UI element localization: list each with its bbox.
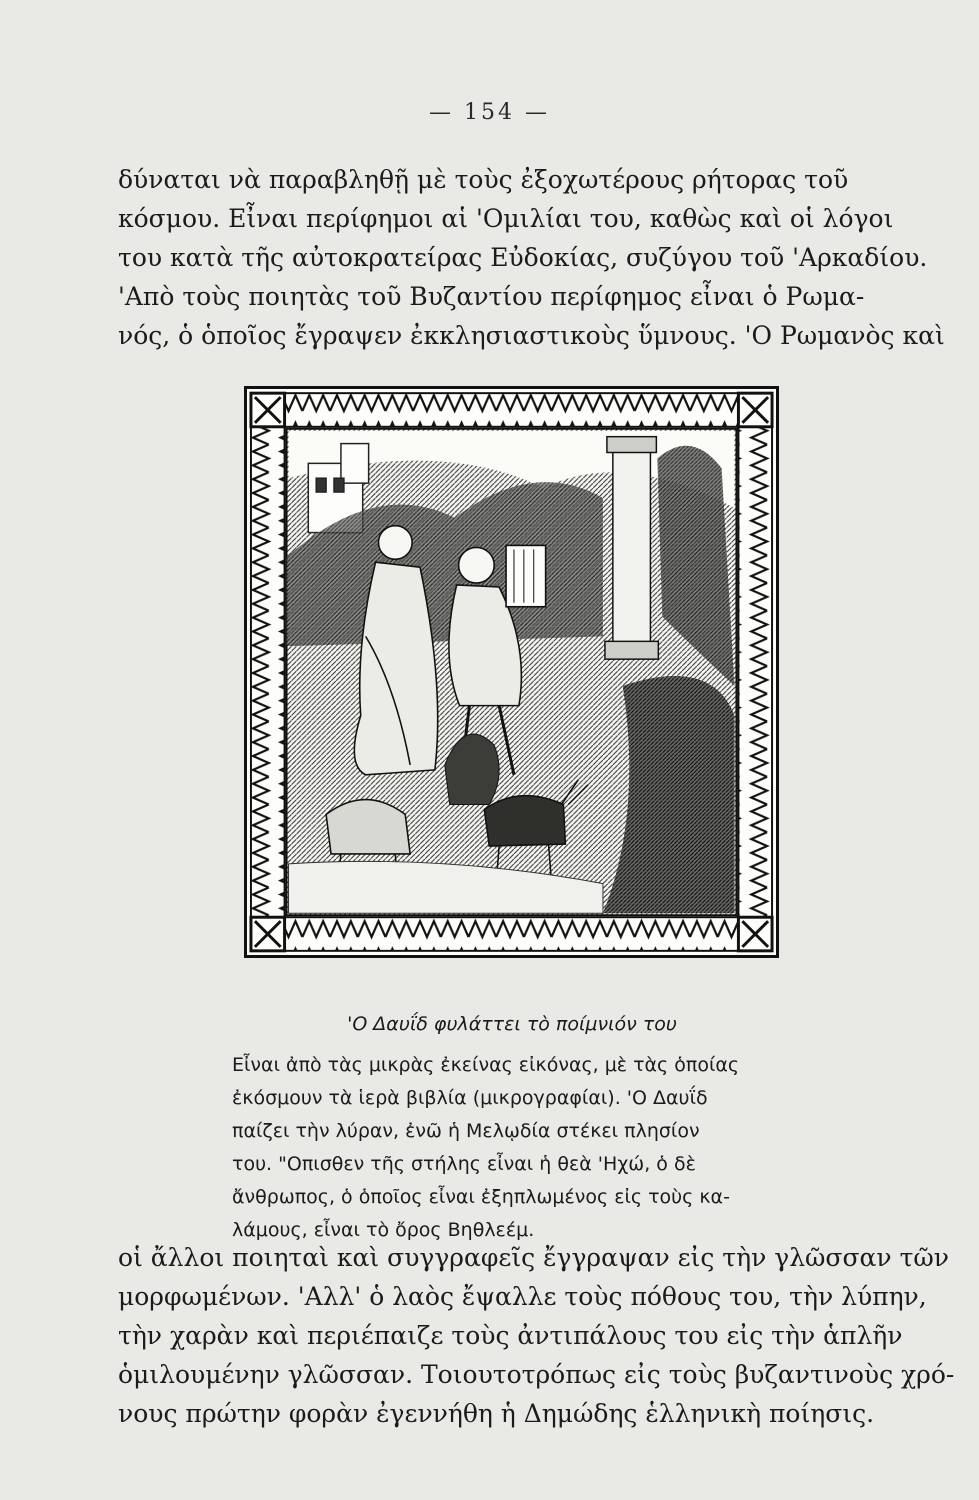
text-line: μορφωμένων. 'Αλλ' ὁ λαὸς ἔψαλλε τοὺς πόθους του, τὴν λύπην, [118, 1282, 927, 1311]
caption-text [232, 1049, 792, 1247]
caption-title: 'Ο Δαυΐδ φυλάττει τὸ ποίμνιόν του [347, 1013, 677, 1035]
illustration-caption [232, 1013, 792, 1247]
text-line: ὁμιλουμένην γλῶσσαν. Τοιουτοτρόπως εἰς τοὺς βυζαντινοὺς χρό- [118, 1360, 955, 1389]
text-line: τὴν χαρὰν καὶ περιέπαιζε τοὺς ἀντιπάλους του εἰς τὴν ἁπλῆν [118, 1321, 903, 1350]
caption-line: του. "Οπισθεν τῆς στήλης εἶναι ἡ θεὰ 'Ηχώ, ὁ δὲ [232, 1153, 696, 1175]
caption-line: λάμους, εἶναι τὸ ὄρος Βηθλεέμ. [232, 1219, 535, 1241]
caption-line: παίζει τὴν λύραν, ἐνῶ ἡ Μελῳδία στέκει πλησίον [232, 1120, 700, 1142]
engraving-image [247, 389, 776, 955]
page-number: — 154 — [429, 100, 550, 125]
caption-line: ἄνθρωπος, ὁ ὁποῖος εἶναι ἐξηπλωμένος εἰς τοὺς κα- [232, 1186, 730, 1208]
text-line: δύναται νὰ παραβληθῇ μὲ τοὺς ἐξοχωτέρους ρήτορας τοῦ [118, 165, 849, 194]
engraving-illustration [244, 386, 779, 958]
top-paragraph [118, 160, 945, 355]
text-line: κόσμου. Εἶναι περίφημοι αἱ 'Ομιλίαι του, καθὼς καὶ οἱ λόγοι [118, 204, 894, 233]
text-line: νός, ὁ ὁποῖος ἔγραψεν ἐκκλησιαστικοὺς ὕμνους. 'Ο Ρωμανὸς καὶ [118, 321, 945, 350]
caption-line: ἐκόσμουν τὰ ἱερὰ βιβλία (μικρογραφίαι). 'Ο Δαυΐδ [232, 1087, 708, 1109]
text-line: 'Απὸ τοὺς ποιητὰς τοῦ Βυζαντίου περίφημος εἶναι ὁ Ρωμα- [118, 282, 865, 311]
text-line: του κατὰ τῆς αὐτοκρατείρας Εὐδοκίας, συζύγου τοῦ 'Αρκαδίου. [118, 243, 928, 272]
text-line: νους πρώτην φορὰν ἐγεννήθη ἡ Δημώδης ἑλληνικὴ ποίησις. [118, 1399, 875, 1428]
text-line: οἱ ἄλλοι ποιηταὶ καὶ συγγραφεῖς ἔγγραψαν εἰς τὴν γλῶσσαν τῶν [118, 1243, 949, 1272]
bottom-paragraph [118, 1238, 955, 1433]
caption-line: Εἶναι ἀπὸ τὰς μικρὰς ἐκείνας εἰκόνας, μὲ τὰς ὁποίας [232, 1054, 740, 1076]
